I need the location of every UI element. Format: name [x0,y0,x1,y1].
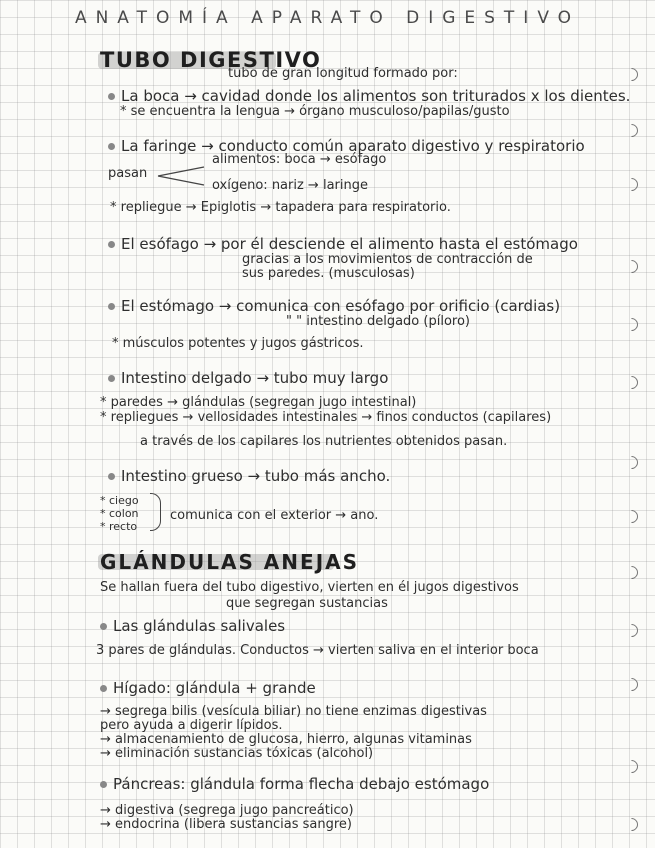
pancreas-line-2: → digestiva (segrega jugo pancreático) [100,803,354,818]
binder-ring-icon [622,507,640,525]
grueso-line [108,468,390,484]
boca-text: La boca → cavidad donde los alimentos son triturados x los dientes. [121,87,631,105]
binder-ring-icon [622,675,640,693]
binder-ring-icon [622,373,640,391]
grueso-text: Intestino grueso → tubo más ancho. [121,467,391,485]
boca-line [108,88,630,104]
binder-ring-icon [622,175,640,193]
binder-ring-icon [622,257,640,275]
binder-ring-icon [622,563,640,581]
bullet-icon [108,241,115,248]
bullet-icon [100,781,107,788]
salivales-text: Las glándulas salivales [113,617,286,635]
binder-ring-icon [622,815,640,833]
esofago-text: El esófago → por él desciende el alimento hasta el estómago [121,235,578,253]
faringe-pasan: pasan [108,166,148,181]
page-title: ANATOMÍA APARATO DIGESTIVO [74,8,581,28]
fork-arrow-icon [156,165,206,187]
grueso-ciego: * ciego [100,494,139,507]
faringe-alimentos: alimentos: boca → esófago [212,152,387,167]
estomago-note: * músculos potentes y jugos gástricos. [112,336,364,351]
binder-ring-icon [622,65,640,83]
pancreas-line [100,776,489,792]
binder-ring-icon [622,121,640,139]
higado-text: Hígado: glándula + grande [113,679,316,697]
pancreas-text: Páncreas: glándula forma flecha debajo estómago [113,775,490,793]
tubo-subtitle: tubo de gran longitud formado por: [228,66,458,81]
faringe-oxigeno: oxígeno: nariz → laringe [212,178,368,193]
higado-line-2: → segrega bilis (vesícula biliar) no tiene enzimas digestivas [100,704,487,719]
esofago-line-2: gracias a los movimientos de contracción de [242,252,533,267]
higado-line-3: pero ayuda a digerir lípidos. [100,718,283,733]
bullet-icon [100,685,107,692]
higado-line-5: → eliminación sustancias tóxicas (alcohol) [100,746,374,761]
bullet-icon [108,143,115,150]
delgado-capilares: a través de los capilares los nutrientes obtenidos pasan. [140,434,508,449]
grueso-recto: * recto [100,520,138,533]
brace-icon [150,493,161,531]
estomago-line [108,298,560,314]
delgado-paredes: * paredes → glándulas (segregan jugo intestinal) [100,395,417,410]
bullet-icon [108,473,115,480]
esofago-line [108,236,578,252]
pancreas-line-3: → endocrina (libera sustancias sangre) [100,817,352,832]
bullet-icon [108,93,115,100]
faringe-repliegue: * repliegue → Epiglotis → tapadera para respiratorio. [110,200,451,215]
estomago-line-2: " " intestino delgado (píloro) [286,314,470,329]
binder-ring-icon [622,315,640,333]
faringe-text: La faringe → conducto común aparato digestivo y respiratorio [121,137,585,155]
higado-line [100,680,316,696]
delgado-repliegues: * repliegues → vellosidades intestinales → finos conductos (capilares) [100,410,552,425]
bullet-icon [100,623,107,630]
estomago-text: El estómago → comunica con esófago por orificio (cardias) [121,297,561,315]
delgado-text: Intestino delgado → tubo muy largo [121,369,389,387]
delgado-line [108,370,388,386]
section-heading-tubo: TUBO DIGESTIVO [100,48,322,72]
bullet-icon [108,375,115,382]
glandulas-intro-2: que segregan sustancias [226,596,388,611]
section-heading-glandulas: GLÁNDULAS ANEJAS [100,550,360,574]
salivales-line [100,618,285,634]
grueso-colon: * colon [100,507,139,520]
higado-line-4: → almacenamiento de glucosa, hierro, algunas vitaminas [100,732,472,747]
bullet-icon [108,303,115,310]
binder-ring-icon [622,621,640,639]
grueso-exterior: comunica con el exterior → ano. [170,508,379,523]
boca-note: * se encuentra la lengua → órgano musculoso/papilas/gusto [120,104,510,119]
esofago-line-3: sus paredes. (musculosas) [242,266,415,281]
binder-ring-icon [622,757,640,775]
salivales-line-2: 3 pares de glándulas. Conductos → vierten saliva en el interior boca [96,643,539,658]
glandulas-intro-1: Se hallan fuera del tubo digestivo, vierten en él jugos digestivos [100,580,519,595]
binder-ring-icon [622,453,640,471]
